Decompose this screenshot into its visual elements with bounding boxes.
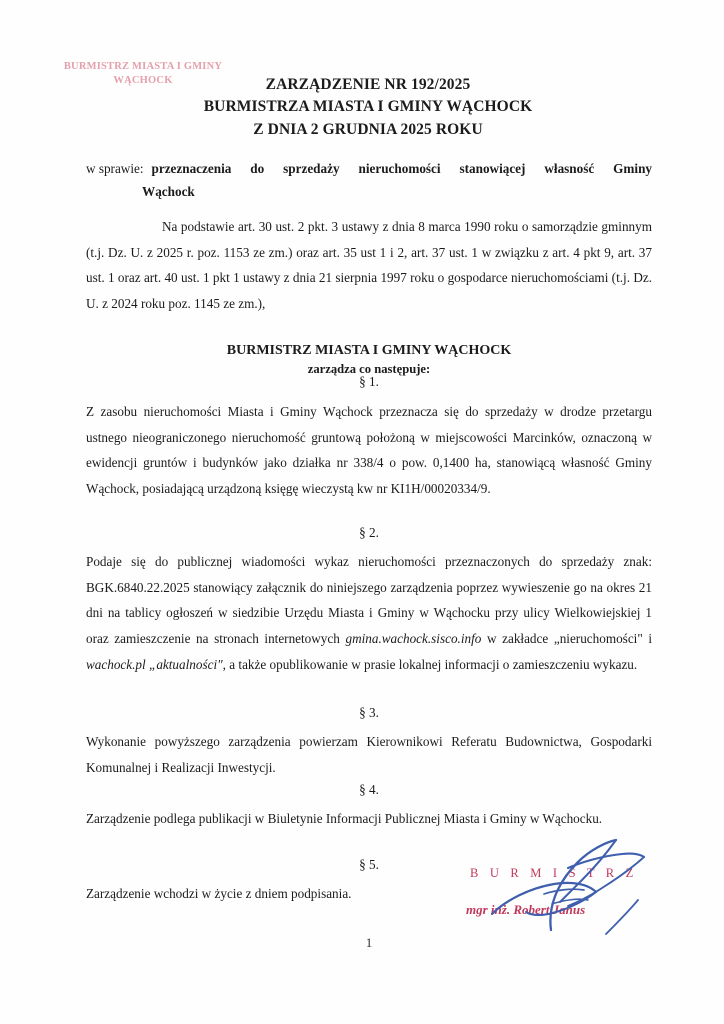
section-2-text-part1: Podaje się do publicznej wiadomości wykaz nieruchomości przeznaczonych do sprzedaży znak: BGK.6840.22.2025 stanowiący załącznik do niniejszego zarządzenia poprzez wywieszenie go na okres 21 dni na tablicy ogłoszeń w siedzibie Urzędu Miasta i Gminy w Wąchocku przy ulicy Wielkowiejskiej 1 oraz zamieszczenie na stronach internetowych [86,554,652,647]
section-marker-2: § 2. [359,525,379,540]
signature-stamp-name: mgr inż. Robert Janus [466,902,586,917]
section-marker-3: § 3. [359,705,379,720]
title-line-3: Z DNIA 2 GRUDNIA 2025 ROKU [253,120,483,138]
title-line-2: BURMISTRZA MIASTA I GMINY WĄCHOCK [203,98,533,116]
authority-subheading: zarządza co następuje: [307,361,431,376]
section-marker-5: § 5. [359,857,379,872]
section-2-url-2: wachock.pl „aktualności" [86,656,223,672]
legal-basis-text: Na podstawie art. 30 ust. 2 pkt. 3 ustawy z dnia 8 marca 1990 roku o samorządzie gminnym (t.j. Dz. U. z 2025 r. poz. 1153 ze zm.) oraz art. 35 ust 1 i 2, art. 37 ust. 1 w związku z art. 4 pkt 9, art. 37 ust. 1 oraz art. 40 ust. 1 pkt 1 ustawy z dnia 21 sierpnia 1997 roku o gospodarce nieruchomościami (t.j. Dz. U. z 2024 roku poz. 1145 ze zm.), [86,219,652,312]
header-stamp-line2: WĄCHOCK [113,75,173,87]
section-body-5: Zarządzenie wchodzi w życie z dniem podpisania. [86,886,352,901]
section-2-text-part3: , a także opublikowanie w prasie lokalnej informacji o zamieszczeniu wykazu. [222,656,638,672]
authority-heading: BURMISTRZ MIASTA I GMINY WĄCHOCK [226,343,512,358]
handwritten-signature-icon [456,838,666,948]
section-marker-4: § 4. [359,782,379,797]
signature-stamp-title: B U R M I S T R Z [470,866,638,880]
subject-lead-label: w sprawie: [86,161,144,176]
title-line-1: ZARZĄDZENIE NR 192/2025 [265,76,471,93]
subject-matter-line2: Wąchock [142,184,195,200]
header-stamp-line1: BURMISTRZ MIASTA I GMINY [63,61,223,72]
subject-matter-line1: przeznaczenia do sprzedaży nieruchomości stanowiącej własność Gminy [151,161,652,176]
document-subject [86,158,652,203]
section-2-url-1: gmina.wachock.sisco.info [345,631,482,647]
section-marker-1: § 1. [359,374,379,389]
section-body-2 [86,549,652,678]
authority-heading-block [86,342,652,378]
page-number: 1 [365,936,373,950]
section-body-4: Zarządzenie podlega publikacji w Biuletynie Informacji Publicznej Miasta i Gminy w Wąchocku. [86,811,603,826]
signature-block [462,852,662,942]
subject-first-line [86,158,652,179]
section-2-text-part2: w zakładce „nieruchomości" i [481,631,652,647]
section-body-1: Z zasobu nieruchomości Miasta i Gminy Wąchock przeznacza się do sprzedaży w drodze przetargu ustnego nieograniczonego nieruchomość gruntową położoną w miejscowości Marcinków, oznaczoną w ewidencji gruntów i budynków jako działka nr 338/4 o pow. 0,1400 ha, stanowiącą własność Gminy Wąchock, posiadającą urządzoną księgę wieczystą kw nr KI1H/00020334/9. [86,404,652,497]
document-title [88,74,648,141]
legal-basis-paragraph [86,214,652,317]
section-body-3: Wykonanie powyższego zarządzenia powierzam Kierownikowi Referatu Budownictwa, Gospodarki Komunalnej i Realizacji Inwestycji. [86,734,652,775]
